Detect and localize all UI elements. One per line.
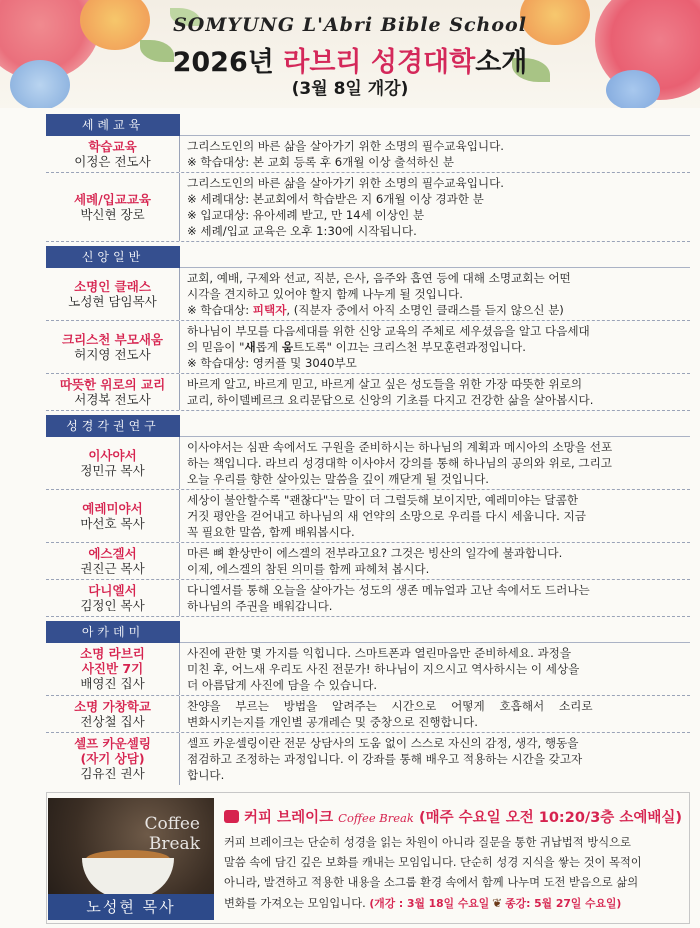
section-header — [46, 246, 690, 268]
description-line: ※ 입교대상: 유아세례 받고, 만 14세 이상인 분 — [187, 208, 425, 222]
description-line: 이사야서는 심판 속에서도 구원을 준비하시는 하나님의 계획과 메시아의 소망을 선포 — [187, 440, 613, 454]
course-description — [180, 733, 690, 785]
course-teacher: 김정인 목사 — [80, 597, 145, 613]
section-header — [46, 114, 690, 136]
target-prefix: ※ 학습대상: — [187, 303, 253, 317]
course-title-line-2: (자기 상담) — [80, 751, 145, 766]
section-label: 신앙일반 — [46, 246, 180, 268]
course-row — [46, 643, 690, 696]
description-line: 사진에 관한 몇 가지를 익힙니다. 스마트폰과 열린마음만 준비하세요. 과정을 — [187, 646, 572, 660]
course-info — [46, 268, 180, 320]
course-info — [46, 733, 180, 785]
target-suffix: , (직분자 중에서 아직 소명인 클래스를 듣지 않으신 분) — [286, 303, 564, 317]
course-row — [46, 374, 690, 411]
course-title: 소명인 클래스 — [74, 278, 151, 294]
coffee-break-photo — [48, 798, 214, 920]
course-description — [180, 490, 690, 542]
description-line: 교리, 하이델베르크 요리문답으로 신앙의 기초를 다지고 건강한 삶을 살아봅시다. — [187, 393, 594, 407]
header-banner — [0, 0, 700, 108]
coffee-title-ko: 커피 브레이크 — [244, 810, 334, 826]
quote-bold-1: 새 — [244, 340, 256, 354]
description-line: 바르게 알고, 바르게 믿고, 바르게 살고 싶은 성도들을 위한 가장 따뜻한 위로의 — [187, 377, 583, 391]
course-teacher: 김유진 권사 — [80, 766, 145, 781]
description-line: 셀프 카운셀링이란 전문 상담사의 도움 없이 스스로 자신의 감정, 생각, 행동을 — [187, 736, 579, 750]
quote-line — [187, 339, 690, 355]
course-info — [46, 136, 180, 172]
coffee-mug-icon — [224, 810, 239, 823]
quote-suffix: 트도록" 이끄는 크리스천 부모훈련과정입니다. — [293, 340, 526, 354]
quote-bold-2: 움 — [281, 340, 294, 354]
description-line: 시각을 견지하고 있어야 할지 함께 나누게 될 것입니다. — [187, 287, 463, 301]
description-line: 합니다. — [187, 768, 225, 782]
course-teacher: 권진근 목사 — [80, 560, 145, 576]
description-line: 다니엘서를 통해 오늘을 살아가는 성도의 생존 메뉴얼과 고난 속에서도 드러나는 — [187, 583, 590, 597]
course-info — [46, 643, 180, 695]
course-title: 학습교육 — [88, 138, 137, 154]
course-info — [46, 580, 180, 616]
section-divider — [180, 415, 690, 437]
description-line: 변화시키는지를 개인별 공개레슨 및 중창으로 진행합니다. — [187, 715, 478, 729]
course-title: 예레미야서 — [82, 500, 143, 516]
description-line: 세상이 불안할수록 "괜찮다"는 말이 더 그럴듯해 보이지만, 예레미야는 달콤한 — [187, 493, 579, 507]
coffee-teacher: 노성현 목사 — [48, 894, 214, 920]
course-teacher: 노성현 담임목사 — [68, 293, 157, 309]
section-label: 아카데미 — [46, 621, 180, 643]
description-line: 하나님의 주권을 배워갑니다. — [187, 599, 333, 613]
section-divider — [180, 114, 690, 136]
course-description — [180, 136, 690, 172]
description-line: 그리스도인의 바른 삶을 살아가기 위한 소명의 필수교육입니다. — [187, 139, 504, 153]
target-highlight: 피택자 — [252, 303, 287, 317]
course-teacher: 박신현 장로 — [80, 206, 145, 222]
photo-caption-line-2: Break — [148, 834, 200, 854]
end-date: 종강: 5월 27일 수요일) — [505, 897, 622, 910]
description-line: ※ 학습대상: 영커플 및 3040부모 — [187, 356, 357, 370]
photo-caption — [145, 814, 200, 854]
course-title: 소명 라브리 — [80, 646, 145, 661]
description-line: 교회, 예배, 구제와 선교, 직분, 은사, 음주와 흡연 등에 대해 소명교회는 어떤 — [187, 271, 571, 285]
description-line: ※ 세례/입교 교육은 오후 1:30에 시작됩니다. — [187, 224, 417, 238]
opening-date: (3월 8일 개강) — [291, 79, 409, 99]
school-name: SOMYUNG L'Abri Bible School — [173, 14, 527, 36]
course-description — [180, 643, 690, 695]
course-row — [46, 173, 690, 242]
course-row — [46, 543, 690, 580]
target-line — [187, 302, 690, 318]
course-description — [180, 543, 690, 579]
description-line: 말씀 속에 담긴 깊은 보화를 캐내는 모임입니다. 단순히 성경 지식을 쌓는 것이 목적이 — [224, 856, 642, 869]
course-row — [46, 696, 690, 733]
course-info — [46, 696, 180, 732]
course-description — [180, 321, 690, 373]
last-line — [224, 893, 686, 914]
description-line: 그리스도인의 바른 삶을 살아가기 위한 소명의 필수교육입니다. — [187, 176, 504, 190]
course-description — [180, 437, 690, 489]
section-header — [46, 415, 690, 437]
course-teacher: 이정은 전도사 — [74, 153, 151, 169]
description-line: 점검하고 조정하는 과정입니다. 이 강좌를 통해 배우고 적용하는 시간을 갖고자 — [187, 752, 583, 766]
description-line: ※ 세례대상: 본교회에서 학습받은 지 6개월 이상 경과한 분 — [187, 192, 484, 206]
course-teacher: 정민규 목사 — [80, 462, 145, 478]
course-teacher: 배영진 집사 — [80, 676, 145, 691]
course-title: 다니엘서 — [88, 582, 137, 598]
course-row — [46, 733, 690, 785]
coffee-break-title — [224, 806, 686, 827]
description-line: 아니라, 발견하고 적용한 내용을 소그룹 환경 속에서 함께 나누며 도전 받음으로 삶의 — [224, 876, 639, 889]
course-teacher: 전상철 집사 — [80, 713, 145, 729]
course-title: 에스겔서 — [88, 545, 137, 561]
description-line: 변화를 가져오는 모임입니다. — [224, 897, 366, 910]
section-divider — [180, 246, 690, 268]
section-header — [46, 621, 690, 643]
course-teacher: 허지영 전도사 — [74, 346, 151, 362]
coffee-bean-icon: ❦ — [492, 896, 503, 910]
course-title: 소명 가창학교 — [74, 698, 151, 714]
start-date: (개강 : 3월 18일 수요일 — [369, 897, 490, 910]
course-row — [46, 136, 690, 173]
course-info — [46, 437, 180, 489]
quote-prefix: 의 믿음이 " — [187, 340, 245, 354]
section-label: 세례교육 — [46, 114, 180, 136]
description-line: 이제, 에스겔의 참된 의미를 함께 파헤쳐 봅시다. — [187, 562, 430, 576]
course-teacher: 서경복 전도사 — [74, 391, 151, 407]
course-title: 세례/입교교육 — [73, 191, 152, 207]
title-year: 2026년 — [172, 47, 284, 78]
course-title: 따뜻한 위로의 교리 — [59, 376, 166, 392]
description-line: 미친 후, 어느새 우리도 사진 전문가! 하나님이 지으시고 역사하시는 이 세상을 — [187, 662, 580, 676]
coffee-break-info — [224, 806, 686, 914]
description-line: 꼭 필요한 말씀, 함께 배워봅시다. — [187, 525, 355, 539]
description-line: 커피 브레이크는 단순히 성경을 읽는 차원이 아니라 질문을 통한 귀납법적 방식으로 — [224, 836, 631, 849]
course-row — [46, 437, 690, 490]
description-line: ※ 학습대상: 본 교회 등록 후 6개월 이상 출석하신 분 — [187, 155, 454, 169]
course-info — [46, 490, 180, 542]
course-row — [46, 580, 690, 617]
section-label: 성경각권연구 — [46, 415, 180, 437]
title-accent: 라브리 성경대학 — [283, 47, 476, 78]
description-line: 오늘 우리를 향한 살아있는 말씀을 깊이 깨닫게 될 것입니다. — [187, 472, 489, 486]
description-line: 마른 뼈 환상만이 에스겔의 전부라고요? 그것은 빙산의 일각에 불과합니다. — [187, 546, 563, 560]
course-title-line-2: 사진반 7기 — [81, 661, 144, 676]
coffee-schedule: (매주 수요일 오전 10:20/3층 소예배실) — [418, 810, 683, 826]
course-title: 이사야서 — [88, 447, 137, 463]
course-row — [46, 321, 690, 374]
course-row — [46, 268, 690, 321]
description-line: 거짓 평안을 걷어내고 하나님의 새 언약의 소망으로 우리를 다시 세웁니다. 지금 — [187, 509, 586, 523]
course-description — [180, 580, 690, 616]
course-info — [46, 321, 180, 373]
course-title: 셀프 카운셀링 — [74, 736, 151, 751]
course-info — [46, 543, 180, 579]
course-row — [46, 490, 690, 543]
title-suffix: 소개 — [475, 47, 528, 78]
quote-middle: 롭게 — [255, 340, 282, 354]
coffee-description — [224, 833, 686, 914]
description-line: 하는 책입니다. 라브리 성경대학 이사야서 강의를 통해 하나님의 공의와 위로, 그리고 — [187, 456, 613, 470]
course-info — [46, 374, 180, 410]
course-description — [180, 696, 690, 732]
coffee-title-en: Coffee Break — [338, 811, 414, 825]
course-description — [180, 173, 690, 241]
course-teacher: 마선호 목사 — [80, 515, 145, 531]
description-line: 찬양을 부르는 방법을 알려주는 시간으로 어떻게 호흡해서 소리로 — [187, 699, 593, 713]
course-table — [46, 114, 690, 785]
course-info — [46, 173, 180, 241]
course-description — [180, 268, 690, 320]
photo-caption-line-1: Coffee — [144, 814, 200, 834]
course-title: 크리스천 부모새움 — [62, 331, 163, 347]
description-line: 하나님이 부모를 다음세대를 위한 신앙 교육의 주체로 세우셨음을 알고 다음세대 — [187, 324, 590, 338]
coffee-cup-body — [82, 858, 174, 898]
course-description — [180, 374, 690, 410]
description-line: 더 아름답게 사진에 담을 수 있습니다. — [187, 678, 378, 692]
section-divider — [180, 621, 690, 643]
